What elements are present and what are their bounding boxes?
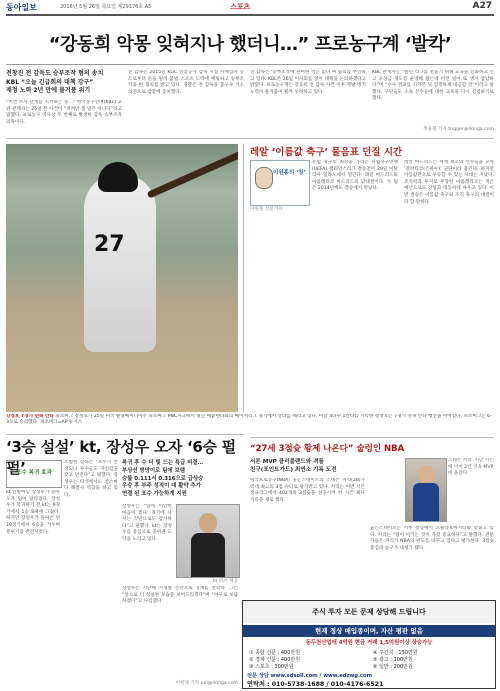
kt-photo-credit: kt 위즈 제공 bbox=[212, 579, 238, 584]
lead-deck-line-3: 재정 노력 2년 만에 물거품 위기 bbox=[6, 87, 91, 94]
ad-item-6: ⑥ 일반 : 200만원 bbox=[373, 664, 413, 670]
ad-heading: 현재 정상 매입종이며, 자산 평판 없음 bbox=[243, 625, 495, 637]
lead-story-body-col4: KBL 관계자는 “클린 리그를 만들기 위해 교육을 강화하고 신고 포상금 제도를 운영해 왔는데 이런 일이 또 생겨 참담하다”며 “수사 결과를 지켜본 뒤 엄정하게 대응할 것”이라고 말했다. 구단들도 소속 선수들에 대한 교육을 다시 점검하기로 했다. bbox=[372, 70, 494, 102]
column-divider bbox=[243, 144, 244, 412]
nba-player-head bbox=[418, 465, 434, 483]
lead-story-body-col3: 전 감독은 ‘승부조작에 관여한 적은 없다’며 혐의를 부인하고 있다. KBL은 26일 이사회를 열어 대책을 논의하겠다고 밝혔다. 프로농구계는 강동희 전 감독 사건 이후 재발 방지 노력이 물거품이 될까 우려하고 있다. bbox=[250, 70, 366, 95]
nba-photo-caption: 스테픈 커리. 지난 시즌에 이어 2년 연속 MVP에 올랐다. bbox=[448, 458, 494, 477]
column-body-col1: 유럽 축구의 최강을 가리는 유럽축구연맹(UEFA) 챔피언스리그 결승전이 29일 이탈리아 밀라노에서 열린다. 레알 마드리드와 아틀레티코 마드리드의 맞대결이다. 두 팀은 2014년에도 결승에서 만났다. bbox=[312, 160, 398, 192]
column-body-col2: 레알 마드리드는 세계 최고의 선수들을 모아 ‘갈락티코(은하수)’ 군단이라 불린다. 하지만 이름값만으로 우승할 수 있는 시대는 지났다. 조직력과 투지로 무장한 아틀레티코는 적은 예산으로도 강팀과 대등하게 싸우고 있다. 이번 결승은 이름값 축구와 조직 축구의 대결이라 할 만하다. bbox=[404, 160, 494, 205]
nba-body-col2: 골든스테이트는 서부 결승에서 오클라호마시티와 맞붙고 있다. 커리는 “팀이 이기는 것이 가장 중요하다”고 말했다. 전문가들은 커리가 NBA의 판도를 바꾸고 있다고 평가한다. 3점슛 중심의 농구가 대세가 됐다. bbox=[370, 526, 494, 551]
masthead-logo: 동아일보 bbox=[6, 3, 37, 12]
kt-deck-line-3: 승률 0.111서 0.316으로 급상승 bbox=[122, 475, 204, 482]
kt-deck-line-5: 연결 된 포수 가능하게 지원 bbox=[122, 491, 187, 498]
main-headline: “강동희 악몽 잊혀지나 했더니…” 프로농구계 ‘발칵’ bbox=[48, 34, 452, 55]
kt-player-uniform bbox=[191, 533, 225, 577]
lead-story-deck bbox=[6, 70, 122, 96]
kt-body-col4: 장성우는 지난해 사생활 논란으로 징계를 받았다. 그는 “앞으로 더 성실한 모습을 보여드리겠다”며 “야구로 보답하겠다”고 다짐했다. bbox=[122, 586, 238, 605]
columnist-portrait-icon bbox=[255, 167, 273, 189]
lead-story-byline: 정윤철 기자 trigger@donga.com bbox=[423, 127, 494, 132]
lead-story-rule bbox=[6, 138, 494, 139]
kt-body-col1: kt 안방마님 장성우가 돌아오자 팀이 달라졌다. 장성우가 복귀하기 전 kt는 9경기에서 1승 8패에 그쳤다. 하지만 장성우가 돌아온 뒤 19경기에서 6승을 거두며 분위기를 반전시켰다. bbox=[6, 490, 60, 535]
ad-banner bbox=[243, 601, 495, 623]
section-label: 스포츠 bbox=[230, 3, 251, 11]
photo-credit: 피츠버그=AP 뉴시스 bbox=[39, 420, 83, 426]
kt-body-col3: 장성우는 “팀에 미안한 마음이 컸다. 경기에 나서는 것만으로도 감사하다”고 말했다. kt는 장성우를 중심으로 중위권 도약을 노리고 있다. bbox=[122, 504, 172, 542]
ad-item-1: ① 종합 신문 : 400만원 bbox=[249, 650, 301, 656]
kt-story-label: 포수 복귀 효과 bbox=[6, 460, 62, 488]
advertisement bbox=[242, 600, 496, 689]
baseball-bat bbox=[147, 144, 238, 199]
baseball-photo bbox=[6, 144, 238, 412]
dateline: 2016년 5월 26일 목요일 제29176호 A5 bbox=[60, 4, 152, 10]
ad-item-2: ② 경제 신문 : 400만원 bbox=[249, 657, 301, 663]
column-title: 레알 ‘이름값 축구’ 물음표 던질 시간 bbox=[250, 147, 403, 158]
kt-headline: ‘3승 설설’ kt, 장성우 오자 ‘6승 펄펄’ bbox=[6, 438, 236, 477]
player-helmet bbox=[98, 162, 138, 192]
photo-caption-label: 강정호 7경기 연속 안타 bbox=[6, 414, 54, 419]
ad-footer: 전문 상담 www.sdsoll.com / www.edzwg.com bbox=[247, 673, 372, 679]
kt-deck-line-4: 우승 후 부주 성적이 대 활약 추가 bbox=[122, 483, 201, 490]
nba-rule bbox=[250, 437, 494, 438]
kt-deck-line-1: 복귀 후 수 더 빛 드는 특급 비결… bbox=[122, 460, 204, 466]
column-byline: 이원홍 전문기자 bbox=[250, 207, 283, 212]
lead-deck-line-1: 전창진 전 감독도 승부조작 혐의 송치 bbox=[6, 70, 104, 77]
nba-deck-line-2: 친구(포인트가드) 최연소 기록 도전 bbox=[250, 467, 337, 473]
jersey-number: 27 bbox=[94, 232, 125, 257]
nba-player-photo bbox=[405, 458, 447, 522]
ad-item-3: ③ 스포츠 : 300만원 bbox=[249, 664, 294, 670]
photo-caption-text: 피츠버그 강정호가 25일 미국 펜실베이니아주 피츠버그 PNC파크에서 열린 애틀랜타와의 메이저리그 경기에서 안타를 때리고 있다. 이날 4타수 1안타를 기록한 강정호는 7경기 연속 안타 행진을 이어갔다. 피츠버그는 6-3으로 승리했다. bbox=[6, 414, 492, 426]
nba-player-jersey bbox=[413, 483, 439, 521]
ad-item-5: ⑤ 광고 : 100만원 bbox=[373, 657, 413, 663]
kt-deck-line-2: 부상선 방망이로 팀에 보탬 bbox=[122, 467, 185, 474]
kt-body-col2: 조범현 감독은 “포수가 안정되니 투수들도 자신감을 갖고 던진다”고 말했다. 장성우는 타석에서도 찬스마다 해결사 역할을 하고 있다. bbox=[64, 460, 118, 498]
headline-rule bbox=[6, 64, 494, 65]
column-label: 이원홍의 ‘창’ bbox=[273, 170, 306, 176]
kt-deck bbox=[122, 460, 238, 499]
page-number: A27 bbox=[472, 1, 492, 11]
ad-phone: 연락처 : 010-5738-1688 / 010-4176-6521 bbox=[247, 681, 384, 688]
kt-rule bbox=[6, 434, 244, 435]
lead-story-body-col2: 전 감독은 2015년 KGC 인삼공사 감독 시절 사채업자 등으로부터 돈을 빌려 불법 스포츠 도박에 베팅하고 승부조작을 한 혐의를 받고 있다. 경찰은 전 감독을 불구속 기소 의견으로 검찰에 송치했다. bbox=[128, 70, 244, 95]
lead-story-body-col1: “이번 조사 단계를 지켜보는 중…” 한국농구연맹(KBL) 고위 관계자는 25일 본 사건이 “지켜만 볼 일은 아니다”라고 말했다. 프로농구 역사상 두 번째로 발생한 감독 승부조작 의혹이다. bbox=[6, 100, 122, 125]
ad-item-4: ④ 주간지 : 150만원 bbox=[373, 650, 418, 656]
nba-headline: “27세 3점슛 황제 나온다” 술렁인 NBA bbox=[250, 444, 405, 454]
player-figure bbox=[84, 174, 156, 352]
ad-banner-text: 주식 투자 모든 문제 상담해 드립니다 bbox=[312, 608, 426, 616]
kt-player-photo bbox=[176, 504, 240, 578]
nba-deck-line-1: 서른 MVP 클리블랜드와 격돌 bbox=[250, 459, 324, 465]
lead-deck-line-2: KBL “오늘 긴급회의 대책 강구” bbox=[6, 78, 94, 86]
nba-body-col1: 미국프로농구(NBA) 골든스테이트의 스테픈 커리(28)가 역대 최고의 3점 슈터로 평가받고 있다. 커리는 이번 시즌 정규리그에서 402개의 3점슛을 성공시켜 한 시즌 최다 기록을 새로 썼다. bbox=[250, 478, 365, 503]
kt-byline: 이헌재 기자 uni@donga.com bbox=[175, 681, 238, 686]
ad-subheading: 동두천산업에 4억원 현금 거래 1,5억원이상 상승가능 bbox=[305, 640, 433, 646]
nba-deck bbox=[250, 458, 400, 474]
photo-caption bbox=[6, 414, 494, 433]
columnist-logo bbox=[250, 160, 310, 206]
kt-player-head bbox=[199, 513, 217, 533]
